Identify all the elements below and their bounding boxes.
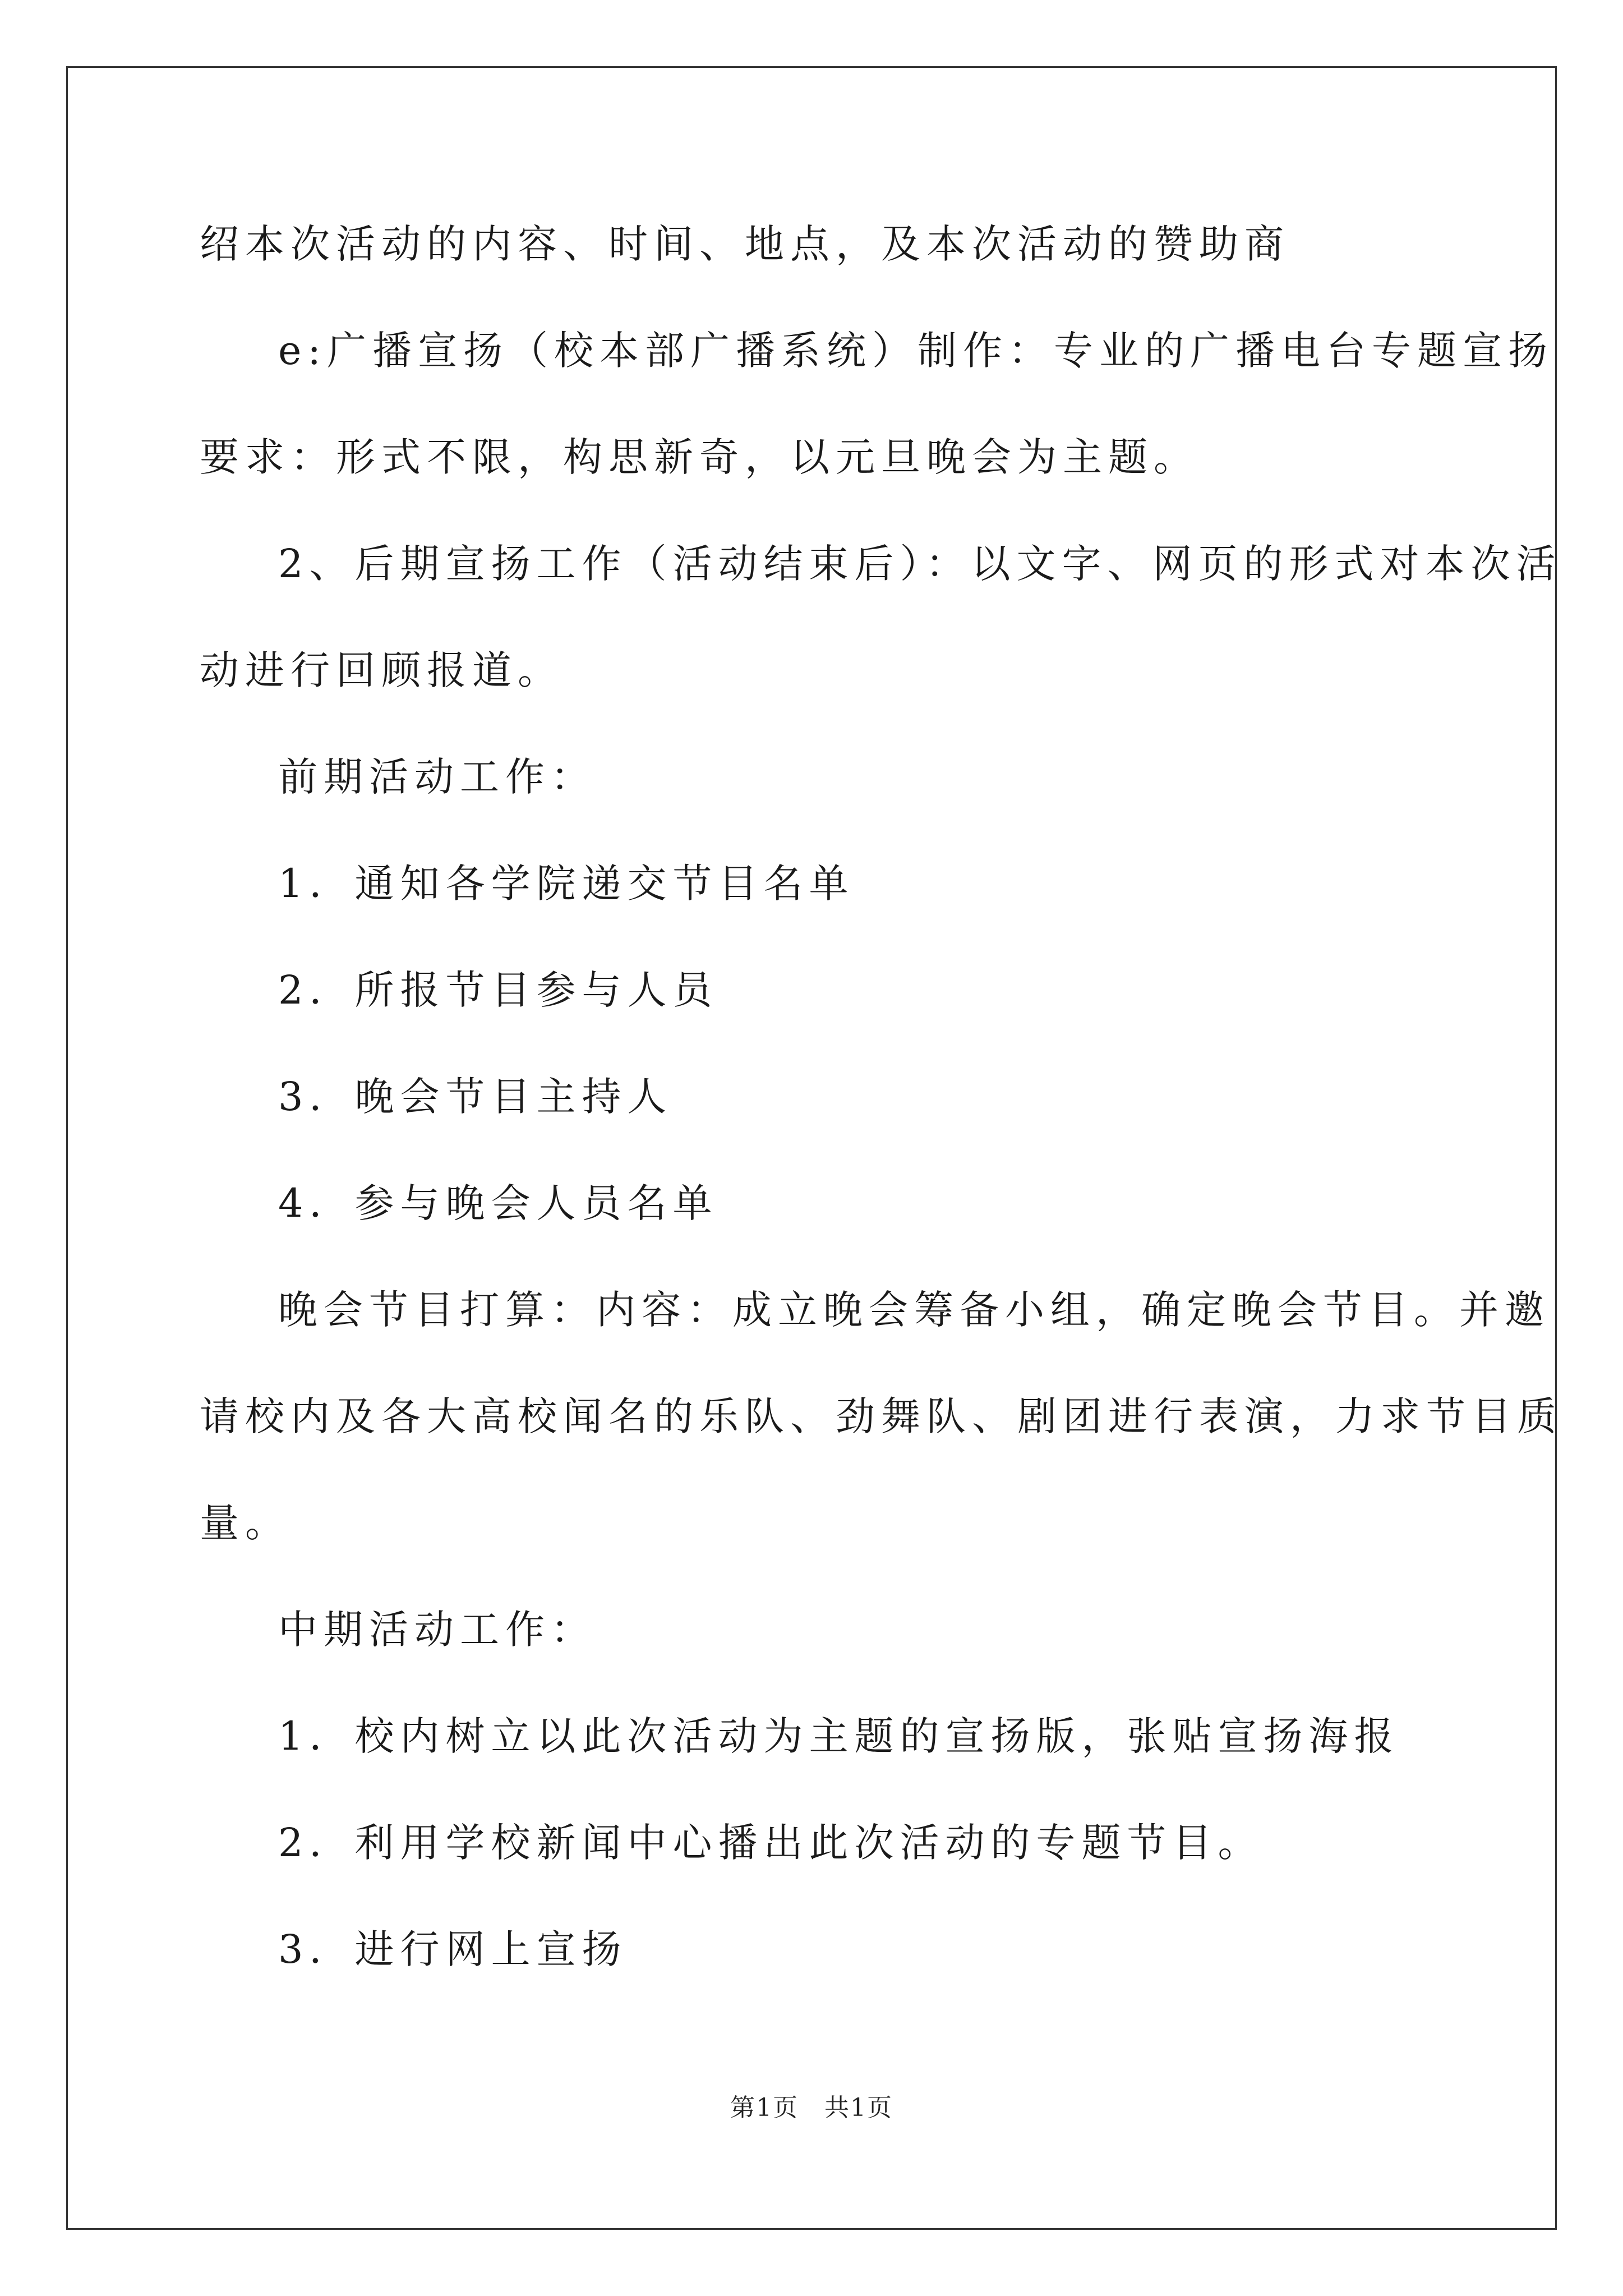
text-line: 前期活动工作：	[278, 754, 596, 800]
text-line: 动进行回顾报道。	[200, 647, 563, 693]
list-item: 2．利用学校新闻中心播出此次活动的专题节目。	[278, 1820, 1264, 1866]
page-border	[66, 66, 1557, 2230]
text-line: 晚会节目打算：内容：成立晚会筹备小组，确定晚会节目。并邀	[278, 1287, 1550, 1333]
page-footer: 第1页 共1页	[730, 2093, 893, 2122]
text-line: 中期活动工作：	[278, 1607, 596, 1653]
list-item: 3．进行网上宣扬	[278, 1926, 628, 1972]
text-line: 请校内及各大高校闻名的乐队、劲舞队、剧团进行表演，力求节目质	[200, 1393, 1562, 1439]
text-line: 量。	[200, 1500, 291, 1546]
list-item: 1．校内树立以此次活动为主题的宣扬版，张贴宣扬海报	[278, 1713, 1400, 1759]
list-item: 2．所报节目参与人员	[278, 967, 718, 1013]
text-line: 2、后期宣扬工作（活动结束后）：以文字、网页的形式对本次活	[278, 541, 1562, 587]
list-item: 4．参与晚会人员名单	[278, 1180, 718, 1226]
list-item: 1．通知各学院递交节目名单	[278, 861, 855, 907]
text-line: e:广播宣扬（校本部广播系统）制作：专业的广播电台专题宣扬	[278, 328, 1554, 374]
text-line: 绍本次活动的内容、时间、地点，及本次活动的赞助商	[200, 221, 1290, 267]
list-item: 3．晚会节目主持人	[278, 1074, 673, 1120]
text-line: 要求：形式不限，构思新奇，以元旦晚会为主题。	[200, 434, 1199, 480]
